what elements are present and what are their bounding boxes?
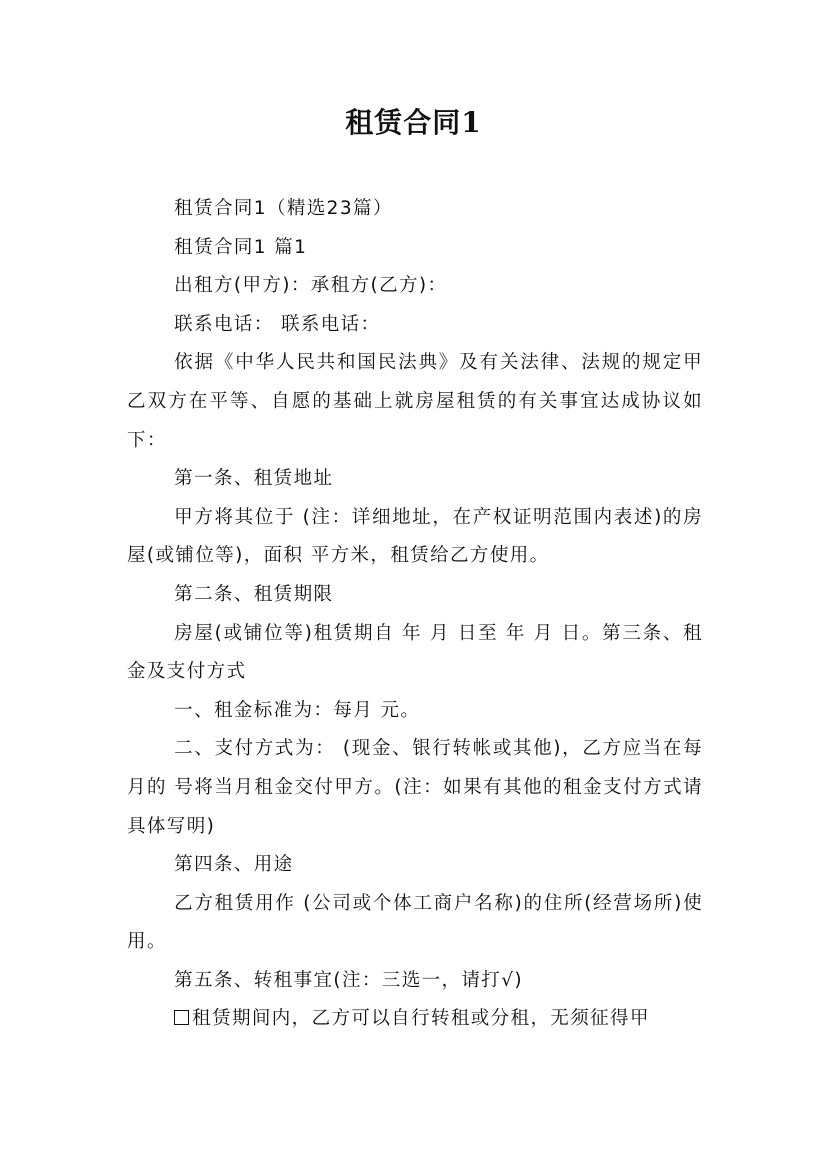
paragraph-subtitle: 租赁合同1（精选23篇） (174, 198, 393, 219)
paragraph-rent-standard: 一、租金标准为：每月 元。 (174, 699, 421, 721)
paragraph-heading-part1: 租赁合同1 篇1 (174, 236, 308, 258)
paragraph-article-1-heading: 第一条、租赁地址 (174, 468, 334, 490)
document-body (127, 190, 703, 1039)
paragraph-contact: 联系电话： 联系电话： (174, 313, 381, 335)
checkbox-icon (174, 1010, 189, 1025)
paragraph-payment-method: 二、支付方式为： (现金、银行转帐或其他)，乙方应当在每月的 号将当月租金交付甲方。(注：如果有其他的租金支付方式请具体写明) (127, 738, 703, 837)
paragraph-preamble: 依据《中华人民共和国民法典》及有关法律、法规的规定甲乙双方在平等、自愿的基础上就房屋租赁的有关事宜达成协议如下： (127, 352, 703, 451)
document-title: 租赁合同1 (345, 106, 482, 139)
paragraph-article-4-heading: 第四条、用途 (174, 854, 294, 876)
paragraph-article-1-body: 甲方将其位于 (注：详细地址，在产权证明范围内表述)的房屋(或铺位等)，面积 平方米，租赁给乙方使用。 (127, 506, 703, 567)
paragraph-sublet-option-1 (127, 1000, 703, 1039)
paragraph-parties: 出租方(甲方)：承租方(乙方)： (174, 275, 448, 297)
paragraph-article-4-body: 乙方租赁用作 (公司或个体工商户名称)的住所(经营场所)使用。 (127, 892, 703, 953)
paragraph-article-2-body: 房屋(或铺位等)租赁期自 年 月 日至 年 月 日。第三条、租金及支付方式 (127, 622, 703, 683)
paragraph-article-5-heading: 第五条、转租事宜(注：三选一，请打√) (174, 969, 523, 991)
paragraph-article-2-heading: 第二条、租赁期限 (174, 583, 334, 605)
sublet-option-1-text: 租赁期间内，乙方可以自行转租或分租，无须征得甲 (192, 1008, 650, 1030)
